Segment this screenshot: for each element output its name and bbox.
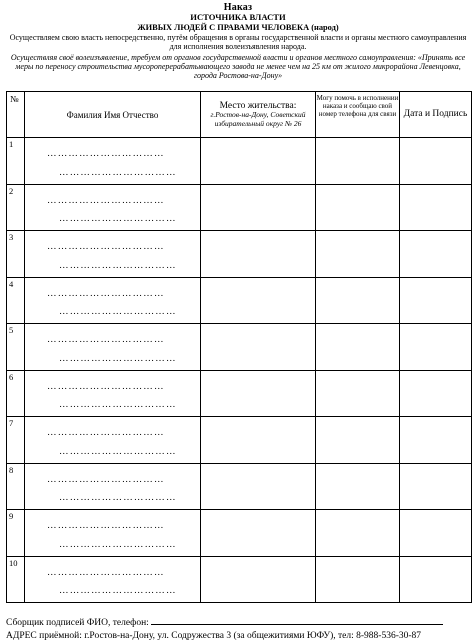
place-cell[interactable] <box>201 138 316 185</box>
row-number: 3 <box>7 231 25 278</box>
table-row <box>7 556 472 603</box>
name-dotted-line-1: …………………………… <box>47 474 165 485</box>
name-dotted-line-1: …………………………… <box>47 288 165 299</box>
document-title: Наказ <box>223 2 253 13</box>
place-cell[interactable] <box>201 417 316 464</box>
date-signature-cell[interactable] <box>400 184 472 231</box>
place-cell[interactable] <box>201 184 316 231</box>
name-dotted-line-2: …………………………… <box>59 353 177 364</box>
row-number: 7 <box>7 417 25 464</box>
phone-cell[interactable] <box>316 184 400 231</box>
phone-cell[interactable] <box>316 417 400 464</box>
table-row <box>7 510 472 557</box>
table-row <box>7 324 472 371</box>
name-dotted-line-1: …………………………… <box>47 242 165 252</box>
name-cell[interactable] <box>25 510 201 557</box>
column-header-number: № <box>7 92 25 138</box>
place-cell[interactable] <box>201 463 316 510</box>
name-dotted-line-2: …………………………… <box>59 307 177 317</box>
place-cell[interactable] <box>201 277 316 324</box>
phone-cell[interactable] <box>316 231 400 278</box>
name-dotted-line-2: …………………………… <box>59 260 177 271</box>
phone-cell[interactable] <box>316 370 400 417</box>
collector-label: Сборщик подписей ФИО, телефон: <box>6 618 149 628</box>
table-row <box>7 184 472 231</box>
name-dotted-line-2: …………………………… <box>59 167 177 178</box>
name-cell[interactable] <box>25 417 201 464</box>
demand-paragraph: Осуществляя своё волеизъявление, требуем от органов государственной власти и органов местного самоуправления: «Принять все меры по переносу строительства мусороперерабатывающего завода не менее чем на 25 км от жилого микрорайона Левенцовка, города Ростова-на-Дону» <box>10 53 466 81</box>
name-dotted-line-1: …………………………… <box>47 149 165 159</box>
document-header <box>0 2 476 81</box>
phone-cell[interactable] <box>316 556 400 603</box>
date-signature-cell[interactable] <box>400 417 472 464</box>
date-signature-cell[interactable] <box>400 138 472 185</box>
row-number: 5 <box>7 324 25 371</box>
table-row <box>7 463 472 510</box>
row-number: 9 <box>7 510 25 557</box>
name-cell[interactable] <box>25 277 201 324</box>
collector-signature-field[interactable] <box>151 616 443 625</box>
name-dotted-line-1: …………………………… <box>47 381 165 392</box>
column-header-date: Дата и Подпись <box>400 92 472 138</box>
name-cell[interactable] <box>25 463 201 510</box>
name-dotted-line-1: …………………………… <box>47 335 165 345</box>
table-row <box>7 370 472 417</box>
name-cell[interactable] <box>25 556 201 603</box>
table-header-row <box>7 92 472 138</box>
name-dotted-line-2: …………………………… <box>59 446 177 457</box>
place-cell[interactable] <box>201 370 316 417</box>
column-header-place-main: Место жительства: <box>219 101 297 112</box>
date-signature-cell[interactable] <box>400 510 472 557</box>
name-dotted-line-2: …………………………… <box>59 214 177 224</box>
name-dotted-line-1: …………………………… <box>47 428 165 438</box>
phone-cell[interactable] <box>316 510 400 557</box>
collector-line <box>6 616 472 630</box>
row-number: 4 <box>7 277 25 324</box>
column-header-place-sub: г.Ростов-на-Дону, Советский избирательный округ № 26 <box>210 110 306 128</box>
phone-cell[interactable] <box>316 463 400 510</box>
date-signature-cell[interactable] <box>400 463 472 510</box>
name-cell[interactable] <box>25 231 201 278</box>
document-subtitle-1: ИСТОЧНИКА ВЛАСТИ <box>190 12 286 23</box>
phone-cell[interactable] <box>316 324 400 371</box>
name-dotted-line-2: …………………………… <box>59 539 177 550</box>
row-number: 10 <box>7 556 25 603</box>
place-cell[interactable] <box>201 231 316 278</box>
document-subtitle-2: ЖИВЫХ ЛЮДЕЙ С ПРАВАМИ ЧЕЛОВЕКА (народ) <box>137 22 339 32</box>
name-dotted-line-2: …………………………… <box>59 400 177 410</box>
row-number: 6 <box>7 370 25 417</box>
column-header-help: Могу помочь в исполнении наказа и сообщаю свой номер телефона для связи <box>316 92 400 138</box>
date-signature-cell[interactable] <box>400 231 472 278</box>
column-header-place <box>201 92 316 138</box>
reception-address: АДРЕС приёмной: г.Ростов-на-Дону, ул. Содружества 3 (за общежитиями ЮФУ), тел: 8-988-536-30-87 <box>6 630 422 640</box>
column-header-name: Фамилия Имя Отчество <box>25 92 201 138</box>
name-cell[interactable] <box>25 370 201 417</box>
name-dotted-line-1: …………………………… <box>47 567 165 578</box>
name-dotted-line-1: …………………………… <box>47 521 165 531</box>
place-cell[interactable] <box>201 556 316 603</box>
phone-cell[interactable] <box>316 277 400 324</box>
row-number: 1 <box>7 138 25 185</box>
table-row <box>7 277 472 324</box>
document-footer <box>6 616 472 640</box>
table-row <box>7 138 472 185</box>
name-cell[interactable] <box>25 138 201 185</box>
row-number: 8 <box>7 463 25 510</box>
table-row <box>7 417 472 464</box>
place-cell[interactable] <box>201 324 316 371</box>
name-cell[interactable] <box>25 324 201 371</box>
place-cell[interactable] <box>201 510 316 557</box>
date-signature-cell[interactable] <box>400 277 472 324</box>
name-dotted-line-2: …………………………… <box>59 493 177 503</box>
intro-paragraph: Осуществляем свою власть непосредственно, путём обращения в органы государственной власти и органы местного самоуправления для исполнения волеизъявления народа. <box>9 33 467 52</box>
date-signature-cell[interactable] <box>400 556 472 603</box>
table-row <box>7 231 472 278</box>
row-number: 2 <box>7 184 25 231</box>
name-cell[interactable] <box>25 184 201 231</box>
name-dotted-line-1: …………………………… <box>47 195 165 206</box>
date-signature-cell[interactable] <box>400 324 472 371</box>
name-dotted-line-2: …………………………… <box>59 586 177 596</box>
signature-table <box>6 91 472 603</box>
date-signature-cell[interactable] <box>400 370 472 417</box>
phone-cell[interactable] <box>316 138 400 185</box>
